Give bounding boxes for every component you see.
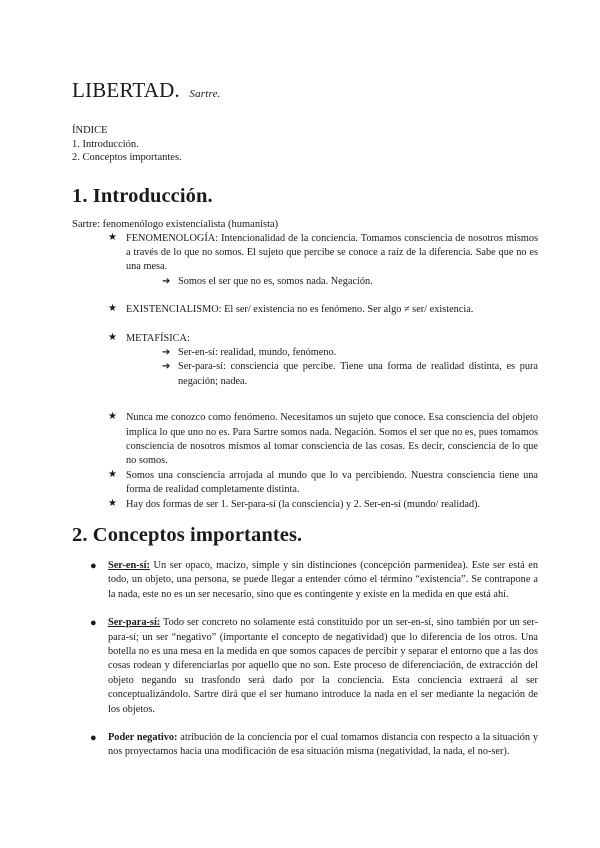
list-item <box>108 303 538 317</box>
star-bullet-icon: ★ <box>108 497 117 509</box>
list-item-text: EXISTENCIALISMO: El ser/ existencia no es fenómeno. Ser algo ≠ ser/ existencia. <box>126 304 474 316</box>
list-item <box>108 332 538 390</box>
index-heading: ÍNDICE <box>72 125 108 136</box>
section-heading-introduccion: 1. Introducción. <box>72 184 213 207</box>
concept-term: Ser-para-sí: <box>108 617 161 629</box>
sub-list <box>162 275 538 289</box>
list-item-text: Somos una consciencia arrojada al mundo que lo va percibiendo. Nuestra consciencia tiene una forma de realidad completamente distinta. <box>126 469 538 496</box>
section-heading-conceptos: 2. Conceptos importantes. <box>72 524 303 546</box>
star-bullet-icon: ★ <box>108 303 117 315</box>
list-item <box>108 232 538 290</box>
star-bullet-icon: ★ <box>108 468 117 480</box>
list-item-text: METAFÍSICA: <box>126 332 190 344</box>
concept-text: Un ser opaco, macizo, simple y sin distinciones (concepción parmenidea). Este ser está en todo, un objeto, una persona, se puede llegar a entender cómo el término “existencia”. Se contrapone a la nada, este no es un ser necesario, sino que es contingente y existe en la medida en que está ahí. <box>108 560 538 600</box>
star-list <box>108 232 538 513</box>
concept-item <box>90 616 538 717</box>
sub-list-item <box>162 275 538 289</box>
bullet-icon: ● <box>90 732 97 745</box>
arrow-bullet-icon: ➔ <box>162 361 171 373</box>
list-item-text: Nunca me conozco como fenómeno. Necesitamos un sujeto que conoce. Esa consciencia del objeto implica lo que uno no es. Para Sartre somos nada. Negación. Somos el ser que no es, pues tomamos consciencia de nosotros mismos al tomar consciencia de las cosas. Es decir, consciencia de lo que no somos. <box>126 412 538 467</box>
title-text: LIBERTAD. <box>72 78 180 102</box>
index-item: 2. Conceptos importantes. <box>72 152 182 163</box>
sub-item-text: Ser-en-sí: realidad, mundo, fenómeno. <box>178 346 337 358</box>
arrow-bullet-icon: ➔ <box>162 275 171 287</box>
sub-item-text: Somos el ser que no es, somos nada. Negación. <box>178 275 373 287</box>
concepts-list <box>90 559 538 760</box>
bullet-icon: ● <box>90 617 97 630</box>
concept-text: Todo ser concreto no solamente está constituido por un ser-en-sí, sino también por un ser-para-sí; un ser “negativo” (importante el concepto de negatividad) que lo diferencia de los otros. Una botella no es una mesa en la medida en que somos capaces de percibir y separar el entorno que a las dos cosas rodean y diferenciarlas por aquello que no son. Este proceso de diferenciación, de extracción del objeto negando su trasfondo será dado por la conciencia. Esta conciencia extraerá al ser conceptualizándolo. Sartre dirá que el ser humano introduce la nada en el ser mediante la negación de los objetos. <box>108 617 538 715</box>
concept-item <box>90 559 538 602</box>
star-bullet-icon: ★ <box>108 331 117 343</box>
list-item <box>108 411 538 469</box>
table-of-contents <box>72 124 538 165</box>
section-lead: Sartre: fenomenólogo existencialista (humanista) <box>72 218 279 230</box>
sub-list-item <box>162 346 538 360</box>
list-item-text: FENOMENOLOGÍA: Intencionalidad de la conciencia. Tomamos consciencia de nosotros mismos a través de lo que no somos. El sujeto que percibe se conoce a raíz de la diferencia. Sabe que no es una mesa. <box>126 232 538 273</box>
sub-list-item <box>162 360 538 389</box>
concept-text: atribución de la conciencia por el cual tomamos distancia con respecto a la situación y nos proyectamos hacia una modificación de esa situación misma (negatividad, la nada, el no-ser). <box>108 732 538 758</box>
list-item <box>108 469 538 498</box>
concept-item <box>90 731 538 760</box>
star-bullet-icon: ★ <box>108 411 117 423</box>
star-bullet-icon: ★ <box>108 231 117 243</box>
concept-term: Poder negativo: <box>108 732 178 744</box>
sub-list <box>162 346 538 389</box>
index-item: 1. Introducción. <box>72 138 139 150</box>
list-item-text: Hay dos formas de ser 1. Ser-para-sí (la consciencia) y 2. Ser-en-sí (mundo/ realidad). <box>126 498 481 510</box>
sub-item-text: Ser-para-sí: consciencia que percibe. Tiene una forma de realidad distinta, es pura negación; nadea. <box>178 361 538 387</box>
arrow-bullet-icon: ➔ <box>162 346 171 358</box>
document-title <box>72 78 538 103</box>
list-item <box>108 498 538 512</box>
concept-term: Ser-en-sí: <box>108 560 150 571</box>
author-name: Sartre. <box>189 88 221 100</box>
bullet-icon: ● <box>90 560 97 572</box>
